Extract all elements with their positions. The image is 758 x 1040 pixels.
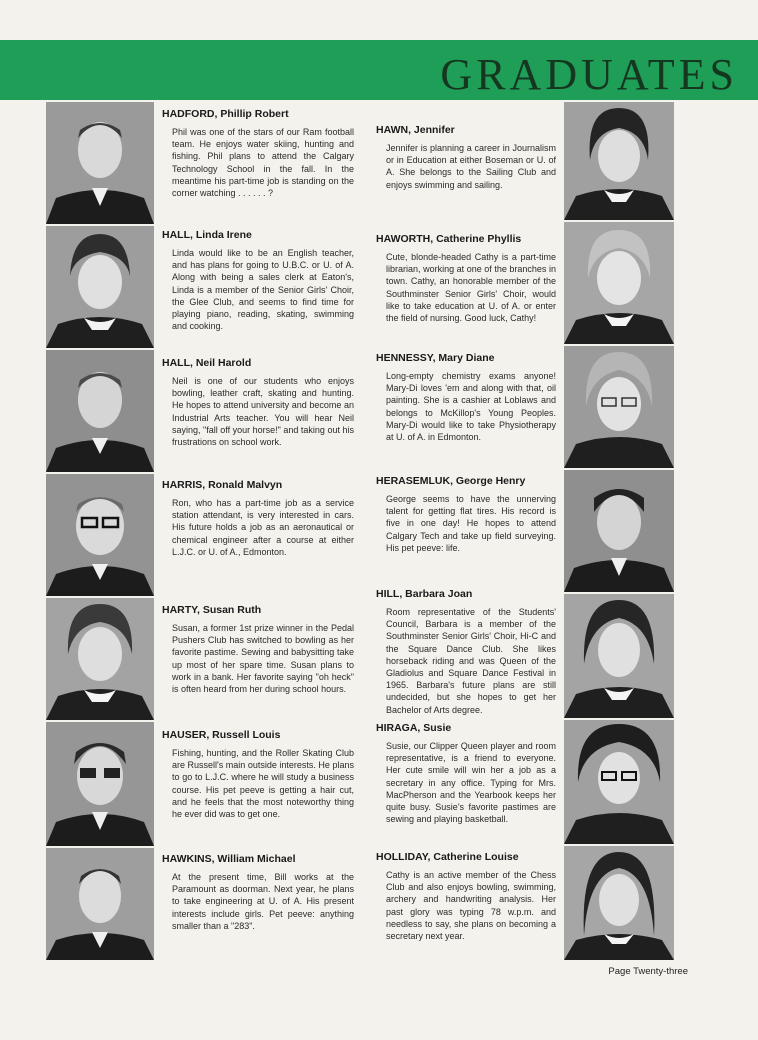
graduate-bio: George seems to have the unnerving talent for getting flat tires. His record is five in one day! He hopes to attend Calgary Tech and take up field surveying. His pet peeve: life.: [386, 494, 556, 553]
graduate-name: HILL, Barbara Joan: [376, 588, 473, 600]
graduate-name: HAWKINS, William Michael: [162, 853, 296, 865]
graduate-entry: [162, 357, 354, 448]
graduate-bio: Phil was one of the stars of our Ram football team. He enjoys water skiing, hunting and fishing. Phil plans to attend the Calgary Technology School in the fall. In the meantime his part-time job is standing on the corner watching . . . . . . ?: [172, 127, 354, 199]
graduate-name: HAWORTH, Catherine Phyllis: [376, 233, 522, 245]
graduate-entry: [162, 604, 354, 695]
graduate-entry: [162, 853, 354, 932]
portrait-photo: [564, 720, 674, 844]
graduate-entry: [162, 729, 354, 820]
graduate-name: HARTY, Susan Ruth: [162, 604, 262, 616]
header-banner: [0, 40, 758, 100]
graduate-bio: Room representative of the Students' Council, Barbara is a member of the Southminster Senior Girls' Choir, Hi-C and the Square Dance Club. She likes horseback riding and was Queen of the Gladiolus and Square Dance Festival in 1965. Barbara's future plans are still undecided, but she hopes to get her Bachelor of Arts degree.: [386, 607, 556, 715]
portrait-photo: [46, 102, 154, 224]
graduate-bio: Cute, blonde-headed Cathy is a part-time librarian, working at one of the branches in town. Cathy, an honorable member of the Southminster Senior Girls' Choir, would like to take education at U. of A. or enter the field of nursing. Good luck, Cathy!: [386, 252, 556, 324]
portrait-photo: [46, 350, 154, 472]
graduate-name: HERASEMLUK, George Henry: [376, 475, 526, 487]
graduate-bio: Linda would like to be an English teacher, and has plans for going to U.B.C. or U. of A. Along with being a sales clerk at Eaton's, Linda is a member of the Senior Girls' Choir, the Glee Club, and seems to find time for playing piano, reading, skating, swimming and cooking.: [172, 248, 354, 332]
graduate-name: HAUSER, Russell Louis: [162, 729, 281, 741]
graduate-entry: [376, 851, 556, 942]
portrait-photo: [564, 846, 674, 960]
graduate-entry: [376, 352, 556, 443]
graduate-bio: At the present time, Bill works at the Paramount as doorman. Next year, he plans to take engineering at U. of A. His present interests include girls. Pet peeve: anything smaller than a "283".: [172, 872, 354, 931]
graduate-name: HIRAGA, Susie: [376, 722, 452, 734]
graduate-name: HADFORD, Phillip Robert: [162, 108, 289, 120]
portrait-photo: [564, 594, 674, 718]
graduate-bio: Susie, our Clipper Queen player and room representative, is a friend to everyone. Her cute smile will win her a job as a secretary in any office. Typing for Mrs. MacPherson and the Yearbook keeps her quite busy. Susie's favorite pastimes are sewing and playing basketball.: [386, 741, 556, 825]
portrait-photo: [564, 346, 674, 468]
page-title: GRADUATES: [440, 50, 738, 99]
graduate-entry: [376, 722, 556, 825]
page-number: Page Twenty-three: [608, 966, 688, 977]
graduate-name: HAWN, Jennifer: [376, 124, 455, 136]
portrait-photo: [46, 848, 154, 960]
graduate-entry: [162, 229, 354, 332]
graduate-entry: [376, 475, 556, 554]
graduate-name: HOLLIDAY, Catherine Louise: [376, 851, 519, 863]
graduate-bio: Susan, a former 1st prize winner in the Pedal Pushers Club has switched to bowling as her favorite pastime. Sewing and babysitting take up most of her spare time. Susan plans to work in a bank. Her favorite saying "oh heck" is often heard from her during school hours.: [172, 623, 354, 695]
portrait-photo: [46, 226, 154, 348]
portrait-photo: [564, 222, 674, 344]
graduate-name: HARRIS, Ronald Malvyn: [162, 479, 283, 491]
graduate-name: HALL, Linda Irene: [162, 229, 252, 241]
graduate-bio: Long-empty chemistry exams anyone! Mary-Di loves 'em and along with that, oil painting. She is a cashier at Loblaws and belongs to McKillop's Young Peoples. Mary-Di would like to take Physiotherapy at U. of A. in Edmonton.: [386, 371, 556, 443]
portrait-photo: [46, 474, 154, 596]
graduate-name: HENNESSY, Mary Diane: [376, 352, 495, 364]
graduate-bio: Neil is one of our students who enjoys bowling, leather craft, skating and hunting. He hopes to attend university and become an Industrial Arts teacher. You will hear Neil saying, "fall off your horse!" and taking out his frustrations on school work.: [172, 376, 354, 448]
graduate-bio: Cathy is an active member of the Chess Club and also enjoys bowling, swimming, archery and handwriting analysis. Her past glory was typing 78 w.p.m. and needless to say, she plans on becoming a secretary next year.: [386, 870, 556, 942]
portrait-photo: [564, 470, 674, 592]
graduate-entry: [162, 479, 354, 558]
graduate-bio: Jennifer is planning a career in Journalism or in Education at either Boseman or U. of A. She belongs to the Sailing Club and enjoys swimming and sailing.: [386, 143, 556, 190]
graduate-entry: [376, 124, 556, 191]
portrait-photo: [46, 722, 154, 846]
portrait-photo: [564, 102, 674, 220]
graduate-bio: Fishing, hunting, and the Roller Skating Club are Russell's main outside interests. He plans to go to L.J.C. where he will study a business course. His pet peeve is getting a hair cut, and he feels that the most noteworthy thing he ever did was to get one.: [172, 748, 354, 820]
graduate-bio: Ron, who has a part-time job as a service station attendant, is very interested in cars. His future holds a job as an aeronautical or chemical engineer after a course at either L.J.C. or U. of A., Edmonton.: [172, 498, 354, 557]
graduate-entry: [162, 108, 354, 199]
portrait-photo: [46, 598, 154, 720]
graduate-entry: [376, 233, 556, 324]
graduate-name: HALL, Neil Harold: [162, 357, 252, 369]
graduate-entry: [376, 588, 556, 716]
